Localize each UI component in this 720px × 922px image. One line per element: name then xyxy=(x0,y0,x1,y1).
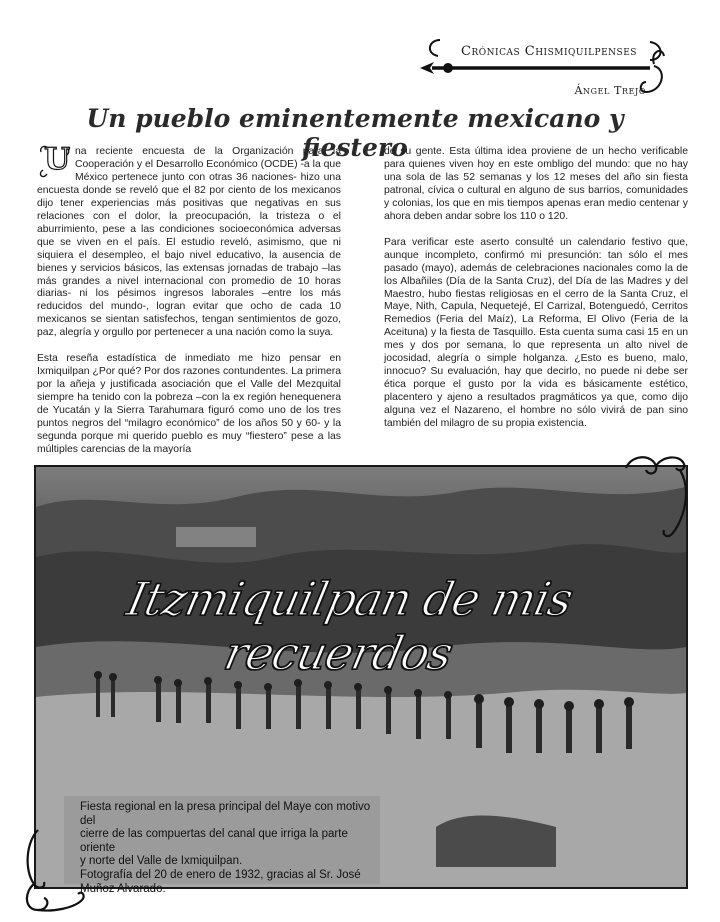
caption-line: y norte del Valle de Ixmiquilpan. xyxy=(80,855,243,868)
caption-line: Fotografía del 20 de enero de 1932, gracias al Sr. José xyxy=(80,868,361,881)
paragraph-text: na reciente encuesta de la Organización para la Cooperación y el Desarrollo Económico (OCDE) -a la que México pertenece junto con otras 36 naciones- hizo una encuesta donde se reveló que el 82 por ciento de los mexicanos dijo tener experiencias más positivas que negativas en sus relaciones con el dolor, la preocupación, la tristeza o el aburrimiento, pese a las condiciones socioeconómica adversas que se viven en el país. El estudio reveló, asimismo, que ni siquiera el desempleo, el bajo nivel educativo, la ausencia de bienes y servicios básicos, las extensas jornadas de trabajo –las más grandes a nivel internacional con promedio de 10 horas diarias- ni los pésimos ingresos laborales –entre los más reducidos del mundo-, logran evitar que ocho de cada 10 mexicanos se sientan satisfechos, tengan sentimientos de gozo, paz, alegría y orgullo por pertenecer a una nación como la suya. xyxy=(37,146,341,339)
caption-line: Fiesta regional en la presa principal del Maye con motivo del xyxy=(80,801,371,827)
dropcap-letter: U xyxy=(44,142,71,177)
corner-swirl-bottom-left-icon xyxy=(18,826,90,916)
dropcap xyxy=(37,144,71,178)
paragraph: de su gente. Esta última idea proviene de un hecho verificable para quienes viven hoy en este ombligo del mundo: que no hay una sola de las 52 semanas y los 12 meses del año sin fiesta patronal, cívica o cultural en alguno de sus barrios, comunidades y colonias, los que en mis tiempos apenas eran medio centenar y ahora deben andar sobre los 110 o 120. xyxy=(384,146,688,222)
photo-title: Itzmiquilpan de mis recuerdos xyxy=(122,572,578,680)
caption-line: cierre de las compuertas del canal que irriga la parte oriente xyxy=(80,828,348,854)
article-column-right xyxy=(384,146,688,444)
paragraph: Para verificar este aserto consulté un calendario festivo que, aunque incompleto, confirmó mi presunción: tan sólo el mes pasado (mayo), además de celebraciones nacionales como la de los Albañiles (Día de la Santa Cruz), del Día de las Madres y del Maestro, hubo fiestas religiosas en el cerro de la Santa Cruz, el Maye, Nith, Capula, Nequetejé, El Carrizal, Botenguedó, Cerritos Remedios (Feria del Maíz), La Reforma, El Olivo (Feria de la Aceituna) y la fiesta de Tasquillo. Esta cuenta suma casi 15 en un mes y dos por semana, lo que representa un alto nivel de jocosidad, alegría o simple holganza. ¿Esto es bueno, malo, innocuo? Su evaluación, hay que decirlo, no puede ni debe ser ética porque el gusto por la vida es básicamente estético, placentero y ajeno a resultados pragmáticos ya que, como dijo alguna vez el Nazareno, el hombre no sólo vivirá de pan sino también del milagro de su propia existencia. xyxy=(384,236,688,430)
photo-caption xyxy=(64,796,380,895)
article-column-left xyxy=(37,142,341,470)
author-name: Ángel Trejo xyxy=(574,84,646,97)
caption-line: Muñoz Alvarado. xyxy=(80,882,166,895)
paragraph: Esta reseña estadística de inmediato me hizo pensar en Ixmiquilpan ¿Por qué? Por dos razones contundentes. La primera por la añeja y justificada asociación que el Valle del Mezquital siempre ha tenido con la pobreza –con la ex región henequenera de Yucatán y la Sierra Tarahumara figuró como uno de los tres puntos negros del “milagro económico” de los años 50 y 60- y la segunda porque mi querido pueblo es muy “fiestero” pese a las múltiples carencias de la mayoría xyxy=(37,353,341,455)
paragraph xyxy=(37,142,341,340)
column-title: Crónicas Chismiquilpenses xyxy=(461,44,637,59)
corner-swirl-top-right-icon xyxy=(622,450,694,540)
article-headline: Un pueblo eminentemente mexicano y fiestero xyxy=(86,104,624,162)
